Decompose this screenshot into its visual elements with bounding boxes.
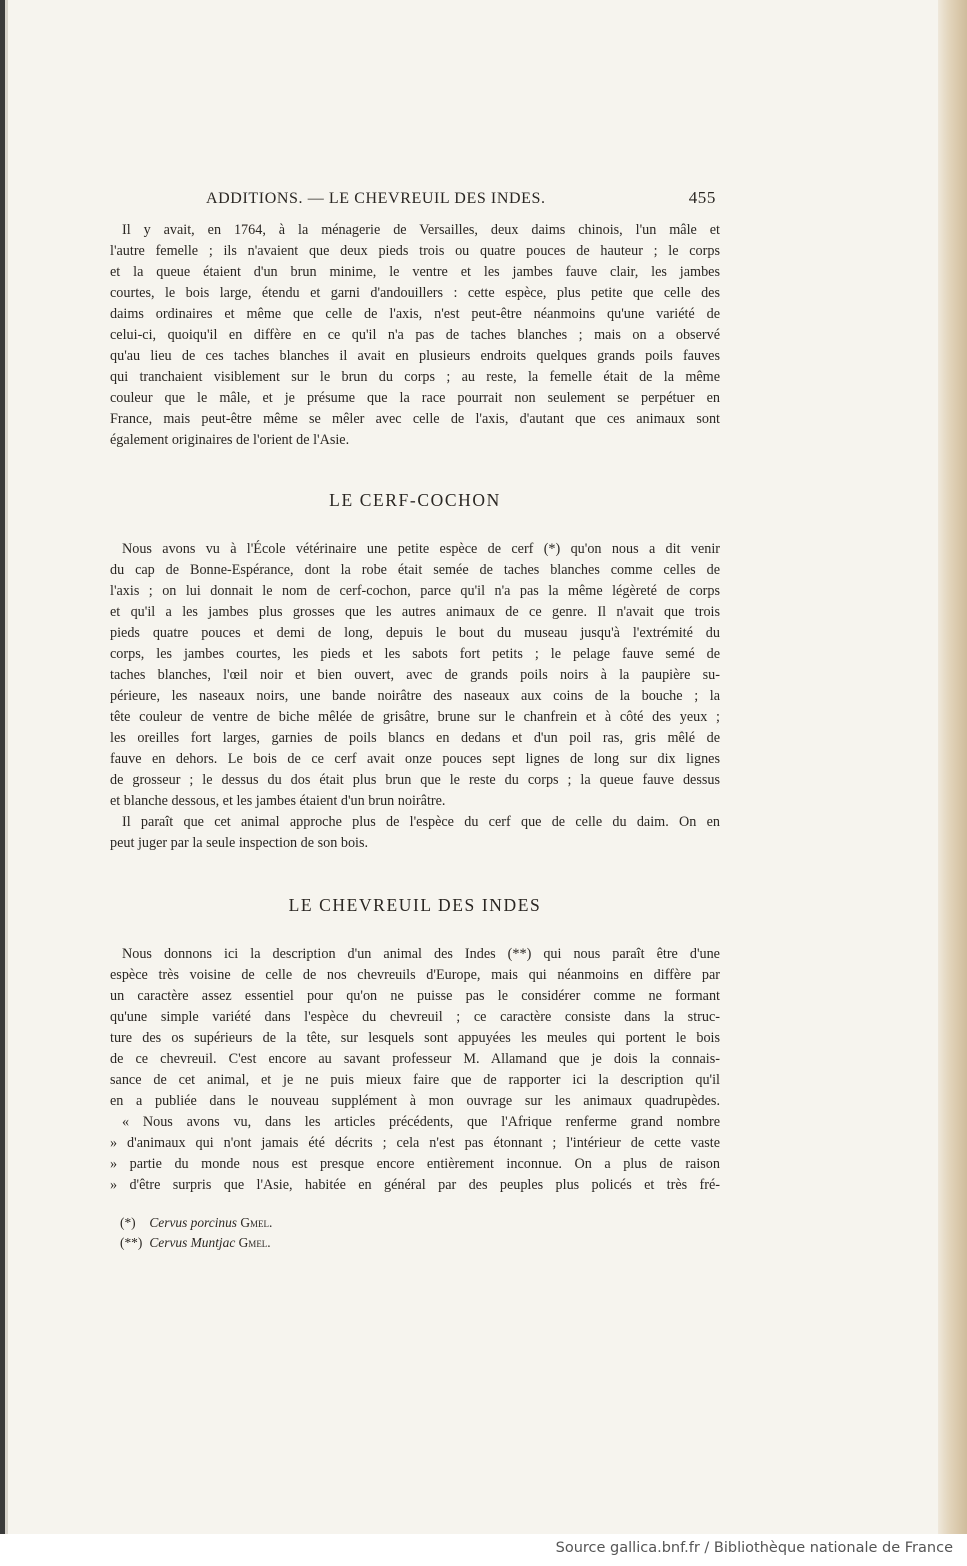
text-line: de ce chevreuil. C'est encore au savant professeur M. Allamand que je dois la connais-: [110, 1051, 720, 1067]
text-line: taches blanches, l'œil noir et bien ouvert, avec de grands poils noirs à la paupière su-: [110, 667, 720, 683]
text-line: » d'être surpris que l'Asie, habitée en général par des peuples plus policés et très fré-: [110, 1177, 720, 1193]
text-line: l'axis ; on lui donnait le nom de cerf-cochon, parce qu'il n'a pas la même légèreté de corps: [110, 583, 720, 599]
text-line: périeure, les naseaux noirs, une bande noirâtre des naseaux aux coins de la bouche ; la: [110, 688, 720, 704]
text-line: pieds quatre pouces et demi de long, depuis le bout du museau jusqu'à l'extrémité du: [110, 625, 720, 641]
footnote-species: Cervus porcinus: [149, 1215, 238, 1230]
running-head: [110, 186, 720, 210]
paragraph-cerf-cochon: [110, 539, 720, 854]
footnotes: [120, 1213, 730, 1253]
footnote-author: Gmel.: [238, 1235, 271, 1250]
text-line: daims ordinaires et même que celle de l'axis, n'est peut-être néanmoins qu'une variété de: [110, 306, 720, 322]
text-line: Nous donnons ici la description d'un animal des Indes (**) qui nous paraît être d'une: [122, 946, 720, 962]
text-line: ture des os supérieurs de la tête, sur lesquels sont appuyées les meules qui portent le bois: [110, 1030, 720, 1046]
footnote: [120, 1213, 730, 1233]
text-line: un caractère assez essentiel pour qu'on ne puisse pas le considérer comme ne formant: [110, 988, 720, 1004]
text-line: en a publiée dans le nouveau supplément à mon ouvrage sur les animaux quadrupèdes.: [110, 1093, 720, 1109]
text-line: espèce très voisine de celle de nos chevreuils d'Europe, mais qui néanmoins en diffère par: [110, 967, 720, 983]
text-line: celui-ci, quoiqu'il en diffère en ce qu'il n'a pas de taches blanches ; mais on a observé: [110, 327, 720, 343]
text-line: France, mais peut-être même se mêler avec celle de l'axis, d'autant que ces animaux sont: [110, 411, 720, 427]
binding-shadow: [5, 0, 8, 1534]
text-line: de grosseur ; le dessus du dos était plus brun que le reste du corps ; la queue fauve dessus: [110, 772, 720, 788]
section-heading-cerf-cochon: LE CERF-COCHON: [329, 490, 501, 510]
footnote-author: Gmel.: [240, 1215, 273, 1230]
text-line: peut juger par la seule inspection de son bois.: [110, 835, 369, 851]
text-line: l'autre femelle ; ils n'avaient que deux pieds trois ou quatre pouces de hauteur ; le corps: [110, 243, 720, 259]
page-edge: [938, 0, 967, 1534]
footnote-mark: (**): [120, 1235, 143, 1250]
paragraph-daims-chinois: [110, 220, 720, 451]
text-line: les oreilles fort larges, garnies de poils blancs en dedans et d'un poil ras, gris mêlé de: [110, 730, 720, 746]
section-heading-chevreuil-des-indes: LE CHEVREUIL DES INDES: [288, 895, 542, 915]
text-line: courtes, le bois large, étendu et garni d'andouillers : cette espèce, plus petite que celle des: [110, 285, 720, 301]
text-line: et blanche dessous, et les jambes étaient d'un brun noirâtre.: [110, 793, 446, 809]
text-line: qu'une simple variété dans l'espèce du chevreuil ; ce caractère consiste dans la struc-: [110, 1009, 720, 1025]
footnote-species: Cervus Muntjac: [149, 1235, 236, 1250]
page-number: 455: [688, 188, 716, 207]
paragraph-chevreuil-des-indes: [110, 944, 720, 1196]
text-line: et qu'il a les jambes plus grosses que les autres animaux de ce genre. Il n'avait que trois: [110, 604, 720, 620]
text-line: et la queue étaient d'un brun minime, le ventre et les jambes fauve clair, les jambes: [110, 264, 720, 280]
text-line: » d'animaux qui n'ont jamais été décrits ; cela n'est pas étonnant ; l'intérieur de cette vaste: [110, 1135, 720, 1151]
text-line: « Nous avons vu, dans les articles précédents, que l'Afrique renferme grand nombre: [122, 1114, 720, 1130]
text-line: qu'au lieu de ces taches blanches il avait en plusieurs endroits quelques grands poils fauves: [110, 348, 720, 364]
text-line: qui tranchaient visiblement sur le brun du corps ; au reste, la femelle était de la même: [110, 369, 720, 385]
text-line: » partie du monde nous est presque encore entièrement inconnue. On a plus de raison: [110, 1156, 720, 1172]
footnote: [120, 1233, 730, 1253]
text-line: couleur que le mâle, et je présume que la race pourrait non seulement se perpétuer en: [110, 390, 720, 406]
text-line: Il y avait, en 1764, à la ménagerie de Versailles, deux daims chinois, l'un mâle et: [122, 222, 720, 238]
text-line: du cap de Bonne-Espérance, dont la robe était semée de taches blanches comme celles de: [110, 562, 720, 578]
running-title: ADDITIONS. — LE CHEVREUIL DES INDES.: [206, 190, 546, 207]
text-line: tête couleur de ventre de biche mêlée de grisâtre, brune sur le chanfrein et à côté des yeux ;: [110, 709, 720, 725]
source-credit: Source gallica.bnf.fr / Bibliothèque nationale de France: [555, 1540, 953, 1556]
text-line: corps, les jambes courtes, les pieds et les sabots fort petits ; le pelage fauve semé de: [110, 646, 720, 662]
footnote-mark: (*): [120, 1215, 136, 1230]
text-line: également originaires de l'orient de l'Asie.: [110, 432, 350, 448]
text-line: fauve en dehors. Le bois de ce cerf avait onze pouces sept lignes de long sur dix lignes: [110, 751, 720, 767]
text-line: Il paraît que cet animal approche plus de l'espèce du cerf que de celle du daim. On en: [122, 814, 720, 830]
text-line: sance de cet animal, et je ne puis mieux faire que de rapporter ici la description qu'il: [110, 1072, 720, 1088]
text-line: Nous avons vu à l'École vétérinaire une petite espèce de cerf (*) qu'on nous a dit venir: [122, 541, 720, 557]
